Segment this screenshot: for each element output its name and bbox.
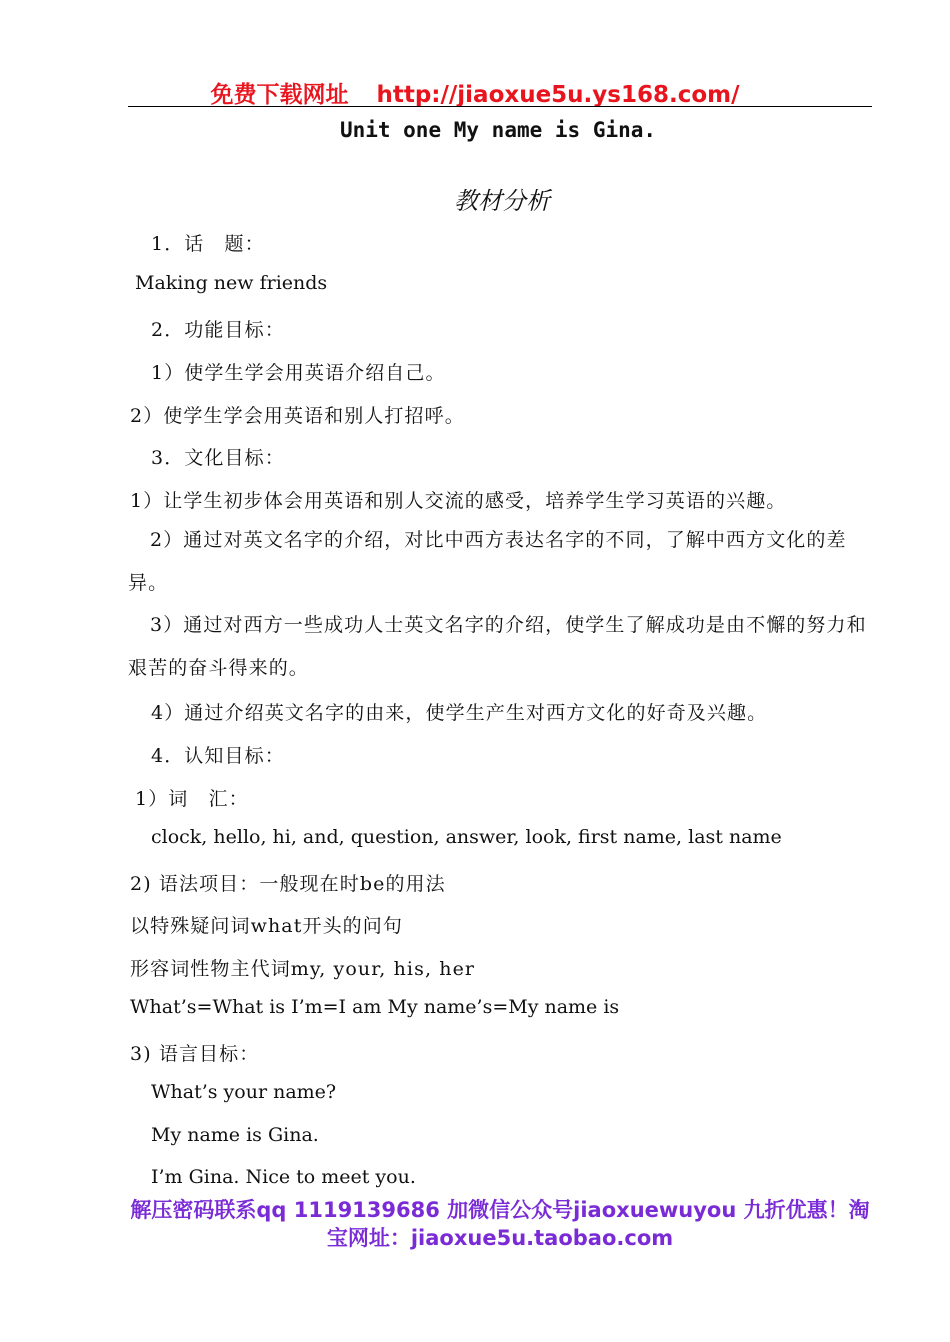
vocabulary-list: clock, hello, hi, and, question, answer, look, first name, last name	[151, 826, 782, 848]
page-title: Unit one My name is Gina.	[339, 118, 657, 142]
grammar-item-pronouns: 形容词性物主代词my, your, his, her	[130, 958, 476, 980]
cognitive-goals-heading: 4．认知目标：	[151, 745, 285, 767]
language-example-1: What’s your name?	[151, 1081, 337, 1103]
download-header	[0, 76, 950, 109]
culture-goal-3: 3）通过对西方一些成功人士英文名字的介绍，使学生了解成功是由不懈的努力和艰苦的奋斗得来的。	[128, 614, 867, 679]
language-example-3: I’m Gina. Nice to meet you.	[151, 1166, 416, 1188]
download-label: 免费下载网址	[210, 82, 349, 108]
grammar-item-contractions: What’s=What is I’m=I am My name’s=My name is	[130, 996, 620, 1018]
culture-goal-2: 2）通过对英文名字的介绍，对比中西方表达名字的不同，了解中西方文化的差异。	[128, 529, 847, 594]
footer-contact: 解压密码联系qq 1119139686 加微信公众号jiaoxuewuyou 九折优惠！淘宝网址：jiaoxue5u.taobao.com	[130, 1198, 870, 1250]
section-heading: 教材分析	[454, 187, 550, 215]
function-goal-2: 2）使学生学会用英语和别人打招呼。	[130, 405, 465, 427]
culture-goal-4: 4）通过介绍英文名字的由来，使学生产生对西方文化的好奇及兴趣。	[151, 702, 768, 724]
language-goals-heading: 3) 语言目标：	[130, 1043, 260, 1065]
language-example-2: My name is Gina.	[151, 1124, 319, 1146]
topic-text: Making new friends	[135, 272, 328, 294]
vocabulary-heading: 1）词 汇：	[135, 788, 249, 810]
function-goals-heading: 2．功能目标：	[151, 319, 285, 341]
grammar-heading: 2) 语法项目：一般现在时be的用法	[130, 873, 446, 895]
grammar-item-questions: 以特殊疑问词what开头的问句	[130, 915, 403, 937]
culture-goal-1: 1）让学生初步体会用英语和别人交流的感受，培养学生学习英语的兴趣。	[130, 490, 787, 512]
topic-heading: 1．话 题：	[151, 233, 265, 255]
function-goal-1: 1）使学生学会用英语介绍自己。	[151, 362, 446, 384]
download-url-link[interactable]: http://jiaoxue5u.ys168.com/	[376, 82, 740, 108]
culture-goals-heading: 3．文化目标：	[151, 447, 285, 469]
header-divider	[128, 106, 872, 107]
